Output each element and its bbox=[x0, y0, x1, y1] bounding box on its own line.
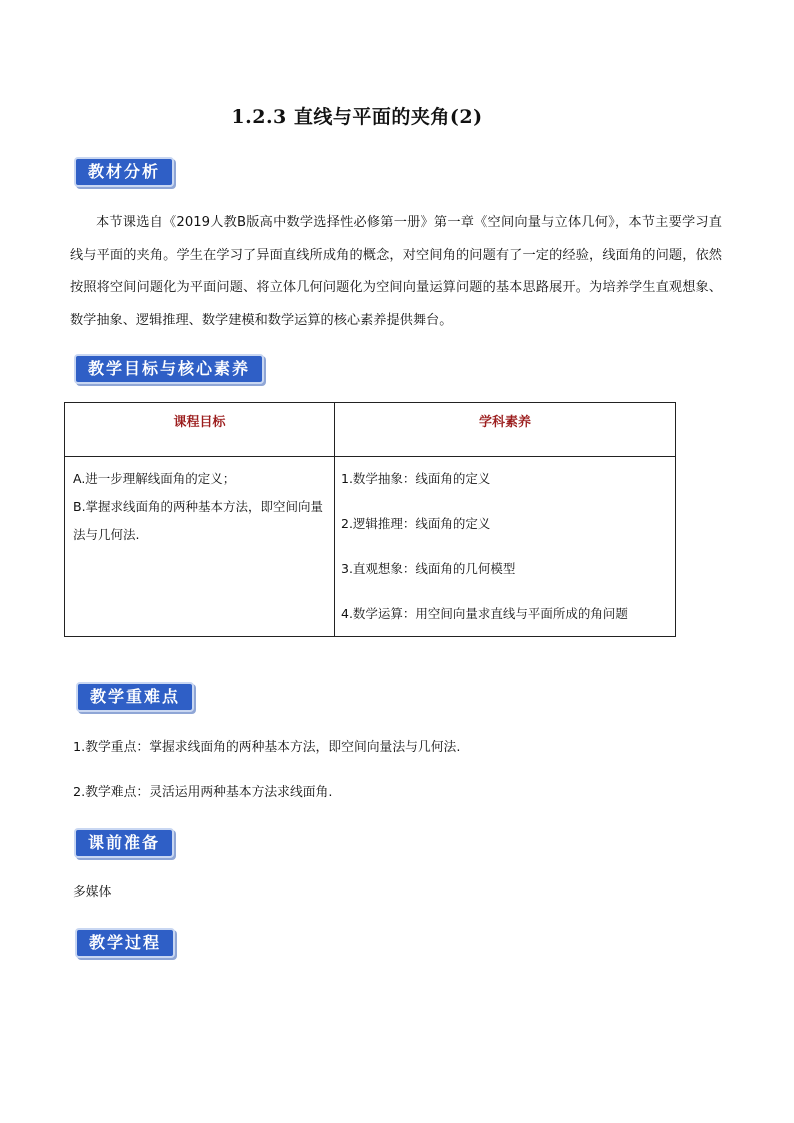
key-point-item: 1.教学重点：掌握求线面角的两种基本方法，即空间向量法与几何法. bbox=[73, 740, 461, 755]
section-heading-objectives: 教学目标与核心素养 bbox=[74, 354, 264, 384]
section-heading-key-points: 教学重难点 bbox=[76, 682, 194, 712]
section-heading-analysis: 教材分析 bbox=[74, 157, 174, 187]
core-literacy-item: 3.直观想象：线面角的几何模型 bbox=[341, 561, 516, 576]
table-header-course-goals: 课程目标 bbox=[65, 403, 335, 457]
table-row bbox=[65, 457, 676, 637]
course-goals-cell bbox=[65, 457, 335, 637]
core-literacy-item: 4.数学运算：用空间向量求直线与平面所成的角问题 bbox=[341, 606, 628, 621]
objectives-table bbox=[64, 402, 676, 637]
core-literacy-cell bbox=[335, 457, 676, 637]
table-header-row bbox=[65, 403, 676, 457]
key-point-item: 2.教学难点：灵活运用两种基本方法求线面角. bbox=[73, 785, 333, 800]
core-literacy-item: 2.逻辑推理：线面角的定义 bbox=[341, 516, 491, 531]
preparation-text: 多媒体 bbox=[73, 885, 112, 900]
section-heading-preparation: 课前准备 bbox=[74, 828, 174, 858]
course-goal-item: B.掌握求线面角的两种基本方法，即空间向量法与几何法. bbox=[73, 499, 324, 542]
section-heading-process: 教学过程 bbox=[75, 928, 175, 958]
analysis-paragraph: 本节课选自《2019人教B版高中数学选择性必修第一册》第一章《空间向量与立体几何》，本节主要学习直线与平面的夹角。学生在学习了异面直线所成角的概念，对空间角的问题有了一定的经验，线面角的问题，依然按照将空间问题化为平面问题、将立体几何问题化为空间向量运算问题的基本思路展开。为培养学生直观想象、数学抽象、逻辑推理、数学建模和数学运算的核心素养提供舞台。 bbox=[70, 215, 722, 328]
document-title: 1.2.3 直线与平面的夹角(2) bbox=[231, 106, 483, 128]
course-goal-item: A.进一步理解线面角的定义； bbox=[73, 471, 236, 486]
table-header-core-literacy: 学科素养 bbox=[335, 403, 676, 457]
core-literacy-item: 1.数学抽象：线面角的定义 bbox=[341, 471, 491, 486]
